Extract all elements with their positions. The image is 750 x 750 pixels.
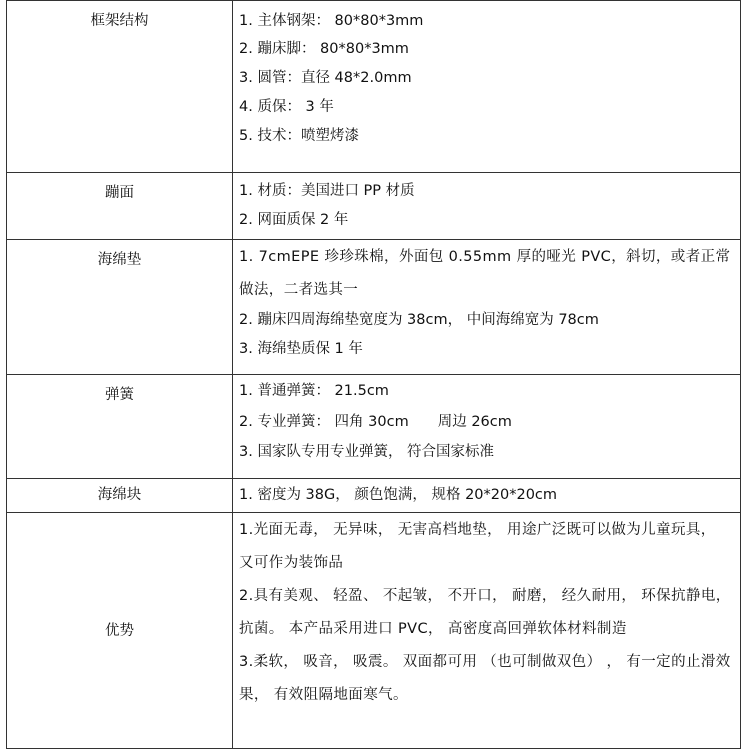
row-label: 海绵块 [7, 479, 233, 513]
row-label: 优势 [7, 513, 233, 749]
spec-line: 3. 圆管：直径 48*2.0mm [239, 70, 412, 86]
row-content [233, 375, 741, 479]
row-content [233, 1, 741, 173]
spec-line: 2. 网面质保 2 年 [239, 212, 349, 228]
spec-line: 1. 材质：美国进口 PP 材质 [239, 183, 415, 199]
table-row [7, 173, 741, 240]
table-row [7, 513, 741, 749]
row-label: 弹簧 [7, 375, 233, 479]
spec-line: 4. 质保： 3 年 [239, 99, 334, 115]
row-label: 蹦面 [7, 173, 233, 240]
table-row [7, 240, 741, 375]
spec-line: 1. 主体钢架： 80*80*3mm [239, 13, 424, 29]
advantage-paragraph: 1.光面无毒， 无异味， 无害高档地垫， 用途广泛既可以做为儿童玩具， 又可作为装饰品 [239, 522, 716, 571]
spec-line: 2. 专业弹簧： 四角 30cm 周边 26cm [239, 414, 512, 430]
spec-line: 2. 蹦床脚： 80*80*3mm [239, 41, 409, 57]
table-row [7, 375, 741, 479]
row-content [233, 240, 741, 375]
spec-line: 2. 蹦床四周海绵垫宽度为 38cm， 中间海绵宽为 78cm [239, 312, 599, 328]
spec-line: 3. 海绵垫质保 1 年 [239, 341, 363, 357]
spec-line: 1. 普通弹簧： 21.5cm [239, 383, 389, 399]
row-content [233, 513, 741, 749]
spec-line: 5. 技术：喷塑烤漆 [239, 128, 359, 144]
row-label: 海绵垫 [7, 240, 233, 375]
table-row [7, 479, 741, 513]
advantage-paragraph: 2.具有美观、 轻盈、 不起皱， 不开口， 耐磨， 经久耐用， 环保抗静电， 抗菌。 本产品采用进口 PVC， 高密度高回弹软体材料制造 [239, 588, 731, 637]
advantage-paragraph: 3.柔软， 吸音， 吸震。 双面都可用 （也可制做双色） ， 有一定的止滑效果， 有效阻隔地面寒气。 [239, 654, 731, 703]
row-content [233, 479, 741, 513]
spec-line: 1. 7cmEPE 珍珍珠棉，外面包 0.55mm 厚的哑光 PVC，斜切，或者正常做法，二者选其一 [239, 249, 731, 298]
row-label: 框架结构 [7, 1, 233, 173]
spec-line: 3. 国家队专用专业弹簧， 符合国家标准 [239, 444, 495, 460]
spec-table [6, 0, 741, 749]
spec-line: 1. 密度为 38G， 颜色饱满， 规格 20*20*20cm [239, 487, 558, 503]
row-content [233, 173, 741, 240]
table-row [7, 1, 741, 173]
